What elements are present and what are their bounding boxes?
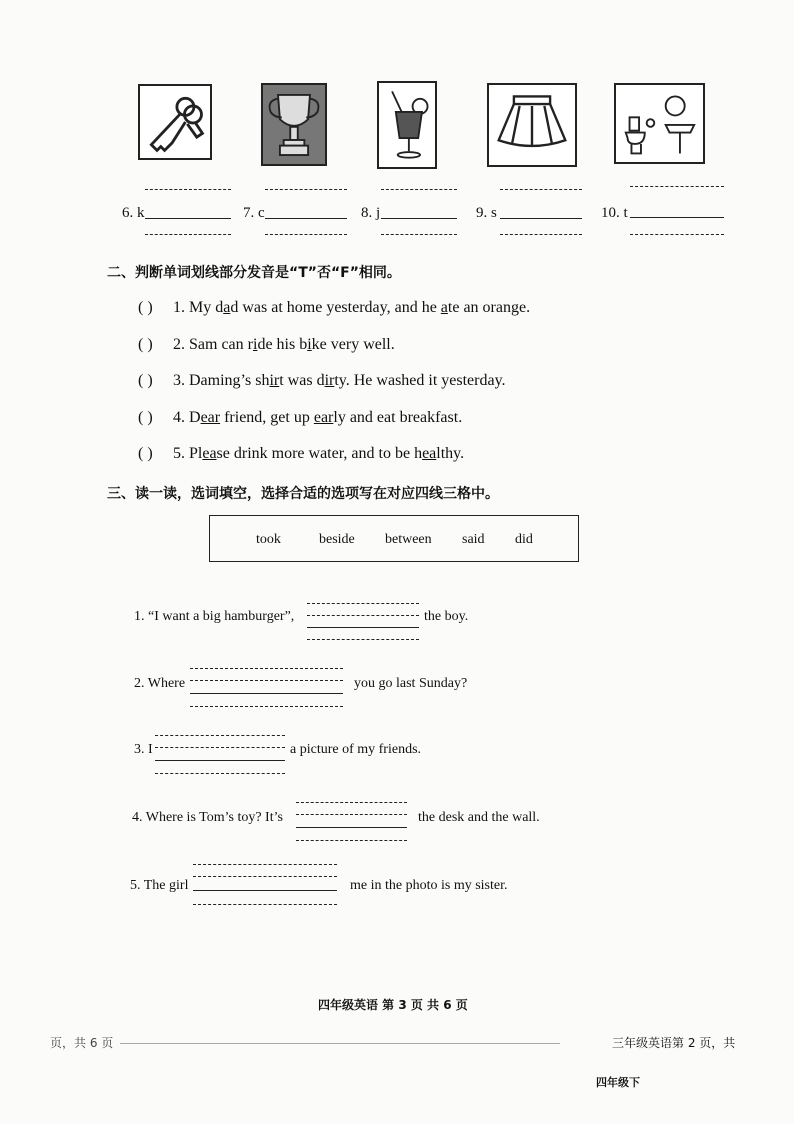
juice-picture bbox=[377, 81, 437, 169]
fill-sentence-4-start: 4. Where is Tom’s toy? It’s bbox=[132, 810, 283, 825]
word-bank bbox=[209, 515, 579, 562]
fill-sentence-3-start: 3. I bbox=[134, 742, 153, 757]
bottom-right-page-note: 三年级英语第 2 页，共 bbox=[612, 1036, 736, 1050]
word-between: between bbox=[385, 532, 432, 547]
fill-sentence-5-start: 5. The girl bbox=[130, 878, 189, 893]
picture-label-10: 10. t bbox=[601, 205, 628, 221]
page-footer: 四年级英语 第 3 页 共 6 页 bbox=[318, 998, 468, 1012]
fill-line-2[interactable] bbox=[190, 666, 343, 708]
answer-bracket-1[interactable]: ( ) bbox=[138, 299, 153, 316]
write-line-6[interactable] bbox=[145, 187, 231, 237]
bottom-rule bbox=[120, 1043, 560, 1044]
fill-line-3[interactable] bbox=[155, 733, 285, 775]
judge-sentence-5: 5. Please drink more water, and to be healthy. bbox=[173, 445, 465, 462]
fill-sentence-5-end: me in the photo is my sister. bbox=[350, 878, 508, 893]
corner-stamp: 四年级下 bbox=[596, 1076, 640, 1089]
answer-bracket-2[interactable]: ( ) bbox=[138, 336, 153, 353]
fill-sentence-2-end: you go last Sunday? bbox=[354, 676, 468, 691]
judge-sentence-2: 2. Sam can ride his bike very well. bbox=[173, 336, 395, 353]
picture-label-7: 7. c bbox=[243, 205, 265, 221]
fill-line-5[interactable] bbox=[193, 862, 337, 906]
trophy-cup-picture bbox=[261, 83, 327, 166]
fill-sentence-4-end: the desk and the wall. bbox=[418, 810, 540, 825]
fill-line-1[interactable] bbox=[307, 601, 419, 641]
word-took: took bbox=[256, 532, 281, 547]
judge-sentence-4: 4. Dear friend, get up early and eat breakfast. bbox=[173, 409, 463, 426]
fill-sentence-1-end: the boy. bbox=[424, 609, 469, 624]
fill-sentence-1-start: 1. “I want a big hamburger”, bbox=[134, 609, 295, 624]
answer-bracket-4[interactable]: ( ) bbox=[138, 409, 153, 426]
toilet-picture bbox=[614, 83, 705, 164]
judge-sentence-3: 3. Daming’s shirt was dirty. He washed it yesterday. bbox=[173, 372, 506, 389]
judge-sentence-1: 1. My dad was at home yesterday, and he ate an orange. bbox=[173, 299, 531, 316]
bottom-left-page-note: 页，共 6 页 bbox=[50, 1036, 114, 1050]
write-line-10[interactable] bbox=[630, 184, 724, 237]
write-line-9[interactable] bbox=[500, 187, 582, 237]
fill-line-4[interactable] bbox=[296, 800, 407, 842]
fill-sentence-3-end: a picture of my friends. bbox=[290, 742, 422, 757]
word-said: said bbox=[462, 532, 485, 547]
section-2-heading: 二、判断单词划线部分发音是“T”否“F”相同。 bbox=[107, 265, 401, 281]
write-line-8[interactable] bbox=[381, 187, 457, 237]
answer-bracket-3[interactable]: ( ) bbox=[138, 372, 153, 389]
write-line-7[interactable] bbox=[265, 187, 347, 237]
word-beside: beside bbox=[319, 532, 355, 547]
fill-sentence-2-start: 2. Where bbox=[134, 676, 186, 691]
picture-label-9: 9. s bbox=[476, 205, 497, 221]
keys-picture bbox=[138, 84, 212, 160]
skirt-picture bbox=[487, 83, 577, 167]
picture-label-6: 6. k bbox=[122, 205, 145, 221]
picture-label-8: 8. j bbox=[361, 205, 381, 221]
answer-bracket-5[interactable]: ( ) bbox=[138, 445, 153, 462]
word-did: did bbox=[515, 532, 533, 547]
section-3-heading: 三、读一读，选词填空，选择合适的选项写在对应四线三格中。 bbox=[107, 486, 499, 502]
